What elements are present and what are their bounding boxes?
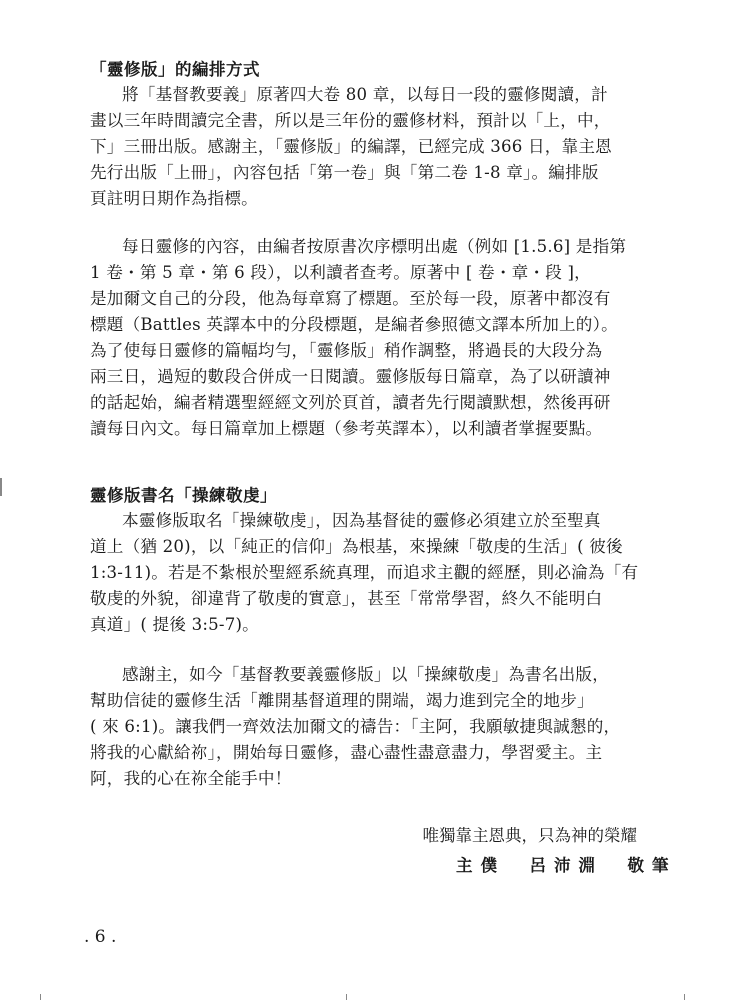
text-line: ( 來 6:1)。讓我們一齊效法加爾文的禱告：「主阿，我願敏捷與誠懇的， [90,717,621,736]
text-line: 畫以三年時間讀完全書，所以是三年份的靈修材料，預計以「上，中， [90,111,611,130]
scan-edge-mark [346,994,347,1000]
text-line: 頁註明日期作為指標。 [90,189,258,208]
text-line: 為了使每日靈修的篇幅均勻，「靈修版」稍作調整，將過長的大段分為 [90,341,603,360]
text-line: 下」三冊出版。感謝主，「靈修版」的編譯，已經完成 366 日，靠主恩 [90,137,612,156]
text-line: 1 卷・第 5 章・第 6 段），以利讀者查考。原著中 [ 卷・章・段 ]， [90,263,591,282]
text-line: 標題（Battles 英譯本中的分段標題，是編者參照德文譯本所加上的）。 [90,315,618,334]
author-signature: 主僕 呂沛淵 敬筆 [456,856,677,875]
text-line: 兩三日，過短的數段合併成一日閱讀。靈修版每日篇章，為了以研讀神 [90,367,611,386]
text-line: 的話起始，編者精選聖經經文列於頁首，讀者先行閱讀默想，然後再研 [90,393,611,412]
section-heading: 靈修版書名「操練敬虔」 [90,486,277,505]
text-line: 是加爾文自己的分段，他為每章寫了標題。至於每一段，原著中都沒有 [90,289,611,308]
text-line: 道上（猶 20)，以「純正的信仰」為根基，來操練「敬虔的生活」( 彼後 [90,537,623,556]
text-line: 將「基督教要義」原著四大卷 80 章，以每日一段的靈修閱讀，計 [122,85,608,104]
text-line: 每日靈修的內容，由編者按原書次序標明出處（例如 [1.5.6] 是指第 [122,237,627,256]
text-line: 感謝主，如今「基督教要義靈修版」以「操練敬虔」為書名出版， [122,665,610,684]
text-line: 將我的心獻給祢」，開始每日靈修，盡心盡性盡意盡力，學習愛主。主 [90,743,603,762]
paragraph [90,234,650,442]
text-line: 阿，我的心在祢全能手中！ [90,769,292,788]
closing-line: 唯獨靠主恩典，只為神的榮耀 [422,826,637,845]
text-line: 先行出版「上冊」，內容包括「第一卷」與「第二卷 1-8 章」。編排版 [90,163,599,182]
scan-edge-mark [0,478,2,496]
scan-edge-mark [40,994,41,1000]
paragraph [90,508,650,638]
section-heading: 「靈修版」的編排方式 [90,60,260,79]
paragraph [90,82,650,212]
paragraph [90,662,650,792]
page-number: . 6 . [84,927,117,947]
text-line: 本靈修版取名「操練敬虔」，因為基督徒的靈修必須建立於至聖真 [122,511,601,530]
text-line: 幫助信徒的靈修生活「離開基督道理的開端，竭力進到完全的地步」 [90,691,594,710]
text-line: 讀每日內文。每日篇章加上標題（參考英譯本），以利讀者掌握要點。 [90,419,603,438]
text-line: 1:3-11)。若是不紮根於聖經系統真理，而追求主觀的經歷，則必淪為「有 [90,563,639,582]
text-line: 敬虔的外貌，卻違背了敬虔的實意」，甚至「常常學習，終久不能明白 [90,589,603,608]
text-line: 真道」( 提後 3:5-7)。 [90,615,259,634]
scan-edge-mark [684,994,685,1000]
